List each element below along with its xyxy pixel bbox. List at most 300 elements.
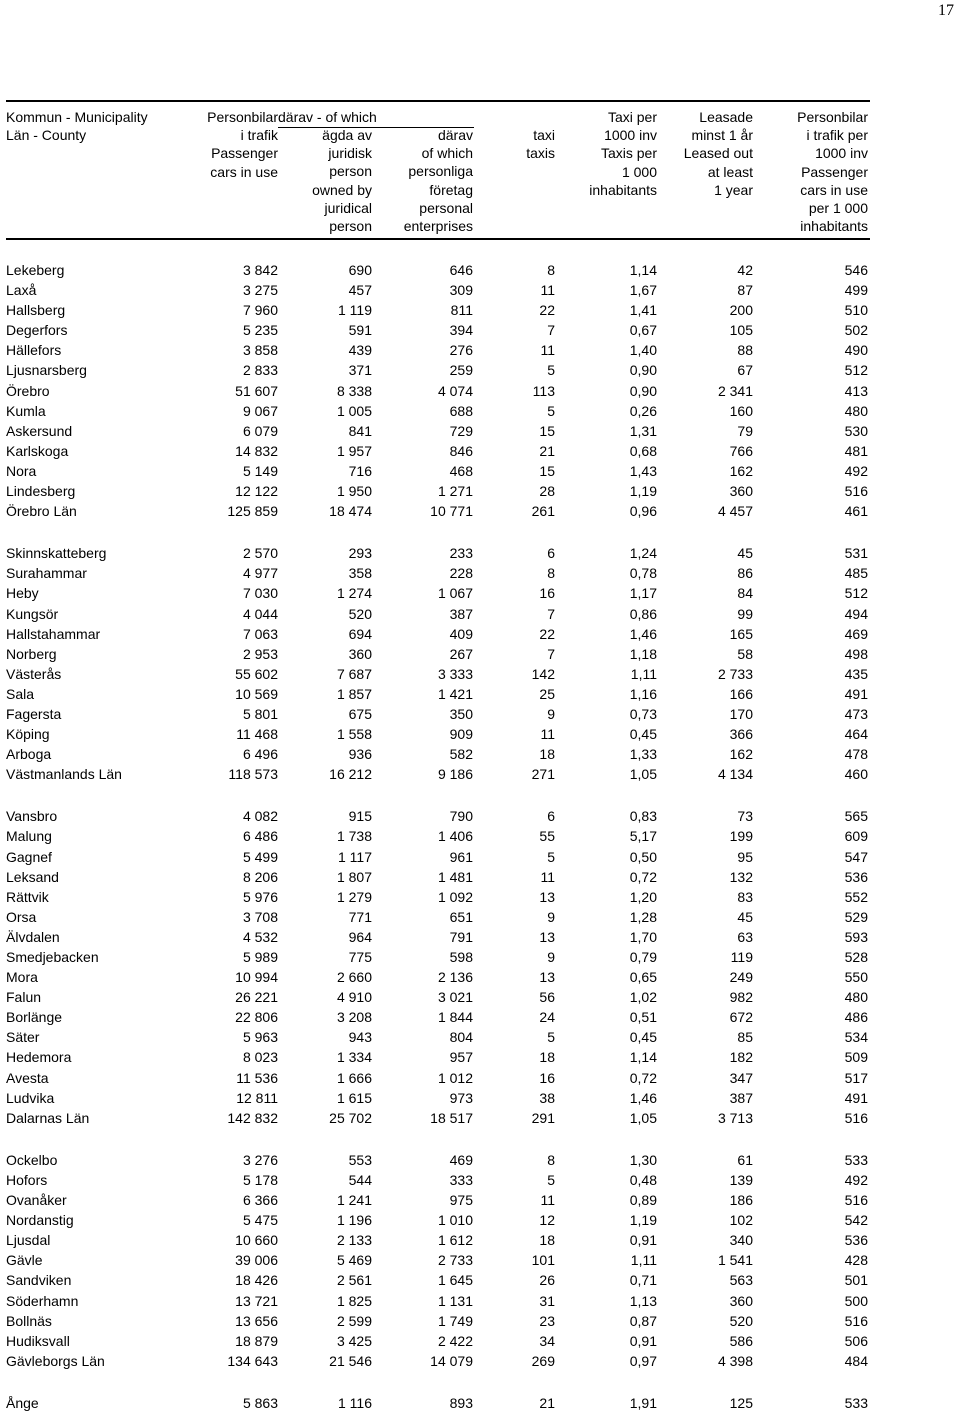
table-cell: 6 079: [242, 422, 278, 439]
table-cell: 358: [348, 565, 372, 582]
table-cell: 31: [539, 1292, 555, 1309]
municipality-name: Bollnäs: [6, 1312, 52, 1329]
municipality-name: Smedjebacken: [6, 949, 99, 965]
table-cell: 125 859: [227, 503, 278, 520]
table-cell: 0,45: [629, 726, 657, 743]
table-cell: 492: [844, 1171, 868, 1188]
table-cell: 516: [844, 1109, 868, 1126]
table-cell: 1 666: [336, 1069, 372, 1086]
table-cell: 87: [737, 282, 753, 299]
table-cell: 534: [844, 1029, 868, 1046]
header-col-2: [312, 126, 372, 235]
table-cell: 387: [729, 1089, 753, 1106]
municipality-name: Kungsör: [6, 605, 59, 622]
municipality-name: Söderhamn: [6, 1292, 79, 1309]
table-cell: 38: [539, 1089, 555, 1106]
municipality-name: Örebro Län: [6, 503, 77, 520]
table-cell: 125: [729, 1394, 753, 1411]
table-cell: 10 771: [430, 503, 473, 520]
table-cell: 586: [729, 1332, 753, 1349]
table-cell: 957: [449, 1049, 473, 1066]
table-cell: 544: [348, 1171, 372, 1188]
table-cell: 134 643: [227, 1352, 278, 1369]
table-cell: 360: [729, 1292, 753, 1309]
table-cell: 3 858: [242, 342, 278, 359]
table-cell: 28: [539, 483, 555, 500]
table-row: [6, 604, 870, 624]
table-row: [6, 967, 870, 987]
municipality-name: Heby: [6, 585, 39, 602]
table-cell: 162: [729, 462, 753, 479]
table-cell: 512: [844, 362, 868, 379]
header-line: Passenger: [211, 145, 278, 162]
table-cell: 646: [449, 262, 473, 278]
municipality-name: Älvdalen: [6, 928, 60, 945]
table-row: [6, 1108, 870, 1128]
table-cell: 598: [449, 949, 473, 965]
table-cell: 528: [844, 949, 868, 965]
table-cell: 309: [449, 282, 473, 299]
municipality-name: Hällefors: [6, 342, 62, 359]
table-cell: 14 832: [235, 442, 278, 459]
table-cell: 5 469: [336, 1252, 372, 1269]
header-line: Personbilar: [797, 109, 868, 125]
table-cell: 10 569: [235, 685, 278, 702]
table-cell: 502: [844, 322, 868, 339]
table-cell: 510: [844, 302, 868, 319]
table-cell: 3 276: [242, 1151, 278, 1168]
municipality-name: Ockelbo: [6, 1151, 58, 1168]
table-cell: 1,13: [629, 1292, 657, 1309]
header-col-4: [526, 126, 555, 162]
header-col-3: [404, 126, 473, 235]
header-line: 1000 inv: [604, 127, 657, 144]
table-cell: 533: [844, 1394, 868, 1411]
table-cell: 0,90: [629, 382, 657, 399]
table-cell: 18 474: [329, 503, 372, 520]
table-cell: 13: [539, 888, 555, 905]
table-cell: 0,78: [629, 565, 657, 582]
table-cell: 1,05: [629, 1109, 657, 1126]
table-cell: 1 241: [336, 1192, 372, 1209]
table-row: [6, 1393, 870, 1413]
table-cell: 766: [729, 442, 753, 459]
table-cell: 536: [844, 1232, 868, 1249]
table-cell: 1,19: [629, 483, 657, 500]
table-cell: 804: [449, 1029, 473, 1046]
table-row: [6, 927, 870, 947]
header-group-rule: [278, 127, 474, 128]
table-cell: 269: [531, 1352, 555, 1369]
table-cell: 1 807: [336, 868, 372, 885]
table-cell: 132: [729, 868, 753, 885]
table-row: [6, 260, 870, 280]
header-line: Leased out: [683, 145, 753, 162]
table-cell: 0,50: [629, 848, 657, 865]
table-cell: 51 607: [235, 382, 278, 399]
table-row: [6, 907, 870, 927]
table-cell: 536: [844, 868, 868, 885]
municipality-name: Lekeberg: [6, 262, 65, 278]
municipality-name: Borlänge: [6, 1009, 63, 1026]
table-cell: 249: [729, 969, 753, 986]
table-cell: 530: [844, 422, 868, 439]
header-col-0: [6, 108, 148, 144]
table-cell: 10 994: [235, 969, 278, 986]
table-cell: 1 117: [338, 848, 372, 865]
table-cell: 0,96: [629, 503, 657, 520]
table-cell: 1 645: [437, 1272, 473, 1289]
table-cell: 1 558: [336, 726, 372, 743]
table-cell: 3 333: [437, 665, 473, 682]
table-cell: 63: [737, 928, 753, 945]
table-cell: 7 030: [242, 585, 278, 602]
header-line: 1 000: [621, 163, 657, 180]
table-cell: 1 067: [437, 585, 473, 602]
table-cell: 233: [449, 545, 473, 562]
table-cell: 498: [844, 645, 868, 662]
table-cell: 18: [539, 746, 555, 763]
table-cell: 7 687: [336, 665, 372, 682]
header-line: inhabitants: [800, 218, 868, 235]
table-cell: 11: [540, 1192, 555, 1209]
table-cell: 1 421: [437, 685, 473, 702]
header-col-1: [207, 108, 278, 181]
table-cell: 439: [348, 342, 372, 359]
table-row: [6, 826, 870, 846]
table-cell: 5 801: [242, 705, 278, 722]
table-cell: 0,67: [629, 322, 657, 339]
table-cell: 18 879: [235, 1332, 278, 1349]
municipality-name: Avesta: [6, 1069, 49, 1086]
county-group: [6, 1130, 870, 1373]
table-cell: 271: [531, 766, 555, 783]
header-line: taxis: [526, 145, 555, 162]
municipality-name: Vansbro: [6, 808, 58, 825]
county-group: [6, 786, 870, 1130]
table-cell: 18: [539, 1049, 555, 1066]
table-cell: 509: [844, 1049, 868, 1066]
table-cell: 501: [844, 1272, 868, 1289]
municipality-name: Säter: [6, 1029, 40, 1046]
table-cell: 45: [737, 908, 753, 925]
table-cell: 1,91: [629, 1394, 657, 1411]
table-cell: 18 426: [235, 1272, 278, 1289]
table-cell: 360: [729, 483, 753, 500]
municipality-name: Leksand: [6, 868, 59, 885]
table-cell: 13 721: [235, 1292, 278, 1309]
header-line: Personbilar: [207, 109, 278, 125]
header-line: Taxis per: [600, 145, 657, 162]
table-row: [6, 583, 870, 603]
table-cell: 473: [844, 705, 868, 722]
header-line: därav: [437, 127, 473, 143]
table-cell: 333: [449, 1171, 473, 1188]
table-cell: 1,11: [630, 1252, 657, 1269]
municipality-name: Ljusdal: [6, 1232, 51, 1249]
table-cell: 811: [450, 302, 473, 319]
municipality-name: Gävle: [6, 1252, 43, 1269]
table-cell: 86: [737, 565, 753, 582]
table-cell: 490: [844, 342, 868, 359]
municipality-name: Köping: [6, 726, 50, 743]
table-cell: 771: [348, 908, 372, 925]
table-cell: 6 366: [242, 1192, 278, 1209]
table-cell: 8 023: [242, 1049, 278, 1066]
table-cell: 2 570: [242, 545, 278, 562]
table-cell: 943: [348, 1029, 372, 1046]
table-cell: 26 221: [235, 989, 278, 1006]
table-cell: 2 660: [336, 969, 372, 986]
table-row: [6, 1210, 870, 1230]
table-cell: 9: [547, 908, 555, 925]
table-cell: 101: [531, 1252, 555, 1269]
table-cell: 1 481: [437, 868, 473, 885]
table-cell: 18: [539, 1232, 555, 1249]
municipality-name: Laxå: [6, 282, 37, 299]
header-line: owned by: [312, 181, 372, 198]
header-line: ägda av: [322, 127, 372, 143]
table-cell: 517: [844, 1069, 868, 1086]
table-cell: 11: [540, 868, 555, 885]
table-cell: 1 010: [437, 1212, 473, 1229]
table-cell: 88: [737, 342, 753, 359]
table-row: [6, 867, 870, 887]
municipality-name: Dalarnas Län: [6, 1109, 90, 1126]
table-cell: 468: [449, 462, 473, 479]
table-cell: 1,14: [629, 262, 657, 278]
table-row: [6, 441, 870, 461]
table-cell: 409: [449, 625, 473, 642]
table-cell: 6: [547, 545, 555, 562]
table-row: [6, 1270, 870, 1290]
table-cell: 1 005: [336, 402, 372, 419]
table-cell: 0,89: [629, 1192, 657, 1209]
municipality-name: Hallsberg: [6, 302, 66, 319]
table-cell: 435: [844, 665, 868, 682]
municipality-name: Hallstahammar: [6, 625, 101, 642]
table-cell: 119: [730, 949, 753, 965]
table-cell: 0,83: [629, 808, 657, 825]
table-cell: 9 067: [242, 402, 278, 419]
table-cell: 1 012: [437, 1069, 473, 1086]
table-cell: 25 702: [329, 1109, 372, 1126]
table-cell: 1 738: [336, 828, 372, 845]
table-row: [6, 947, 870, 967]
table-row: [6, 1190, 870, 1210]
header-line: cars in use: [800, 181, 868, 198]
table-cell: 1,46: [629, 1089, 657, 1106]
header-line: juridical: [324, 199, 372, 216]
table-cell: 21 546: [329, 1352, 372, 1369]
table-cell: 5 863: [242, 1394, 278, 1411]
table-cell: 609: [844, 828, 868, 845]
table-cell: 512: [844, 585, 868, 602]
table-cell: 1 196: [336, 1212, 372, 1229]
table-cell: 3 275: [242, 282, 278, 299]
table-cell: 95: [737, 848, 753, 865]
table-row: [6, 1088, 870, 1108]
table-cell: 516: [844, 1312, 868, 1329]
table-cell: 1,46: [629, 625, 657, 642]
header-line: person: [329, 218, 372, 235]
table-cell: 340: [729, 1232, 753, 1249]
table-cell: 67: [737, 362, 753, 379]
table-row: [6, 501, 870, 521]
table-cell: 267: [449, 645, 473, 662]
municipality-name: Lindesberg: [6, 483, 76, 500]
header-line: at least: [707, 163, 753, 180]
table-row: [6, 1007, 870, 1027]
county-group: [6, 523, 870, 786]
table-cell: 102: [729, 1212, 753, 1229]
table-cell: 0,71: [629, 1272, 657, 1289]
table-cell: 4 977: [242, 565, 278, 582]
table-cell: 39 006: [235, 1252, 278, 1269]
table-cell: 478: [844, 746, 868, 763]
municipality-name: Västmanlands Län: [6, 766, 122, 783]
table-cell: 366: [729, 726, 753, 743]
table-row: [6, 401, 870, 421]
table-cell: 21: [539, 1394, 555, 1411]
table-cell: 5: [547, 848, 555, 865]
table-cell: 1 279: [336, 888, 372, 905]
table-cell: 79: [737, 422, 753, 439]
table-cell: 4 457: [717, 503, 753, 520]
header-line: of which: [421, 145, 473, 162]
table-cell: 4 532: [242, 928, 278, 945]
table-cell: 775: [348, 949, 372, 965]
table-cell: 73: [737, 808, 753, 825]
table-cell: 0,86: [629, 605, 657, 622]
table-cell: 8 206: [242, 868, 278, 885]
table-cell: 5 976: [242, 888, 278, 905]
table-cell: 13: [539, 969, 555, 986]
table-cell: 457: [348, 282, 372, 299]
municipality-name: Sandviken: [6, 1272, 72, 1289]
table-cell: 0,87: [629, 1312, 657, 1329]
table-cell: 480: [844, 989, 868, 1006]
table-row: [6, 300, 870, 320]
table-cell: 1 957: [336, 442, 372, 459]
table-cell: 15: [539, 422, 555, 439]
table-cell: 4 398: [717, 1352, 753, 1369]
table-row: [6, 1351, 870, 1371]
table-cell: 936: [348, 746, 372, 763]
table-row: [6, 1068, 870, 1088]
table-cell: 973: [449, 1089, 473, 1106]
table-cell: 716: [348, 462, 372, 479]
table-cell: 8 338: [336, 382, 372, 399]
table-row: [6, 724, 870, 744]
municipality-name: Degerfors: [6, 322, 68, 339]
header-line: Taxi per: [607, 109, 657, 125]
table-cell: 261: [531, 503, 555, 520]
header-line: i trafik per: [806, 127, 868, 144]
table-cell: 0,65: [629, 969, 657, 986]
municipality-name: Skinnskatteberg: [6, 545, 107, 562]
table-row: [6, 1311, 870, 1331]
table-cell: 23: [539, 1312, 555, 1329]
municipality-name: Arboga: [6, 746, 52, 763]
table-row: [6, 563, 870, 583]
table-cell: 1,67: [629, 282, 657, 299]
table-cell: 1,05: [629, 766, 657, 783]
table-cell: 13: [539, 928, 555, 945]
county-group: [6, 1373, 870, 1415]
table-row: [6, 481, 870, 501]
table-row: [6, 1170, 870, 1190]
table-cell: 0,79: [629, 949, 657, 965]
header-line: Län - County: [6, 127, 87, 144]
table-cell: 259: [449, 362, 473, 379]
header-line: per 1 000: [808, 200, 868, 217]
table-cell: 56: [539, 989, 555, 1006]
table-cell: 1,43: [629, 462, 657, 479]
table-cell: 1 749: [437, 1312, 473, 1329]
municipality-name: Ovanåker: [6, 1192, 67, 1209]
table-cell: 166: [729, 685, 753, 702]
table-row: [6, 1150, 870, 1170]
table-cell: 915: [348, 808, 372, 825]
municipality-name: Surahammar: [6, 565, 87, 582]
table-cell: 909: [449, 726, 473, 743]
header-line: inhabitants: [589, 181, 657, 198]
table-cell: 0,73: [629, 705, 657, 722]
table-cell: 58: [737, 645, 753, 662]
table-cell: 276: [449, 342, 473, 359]
table-cell: 387: [449, 605, 473, 622]
table-cell: 484: [844, 1352, 868, 1369]
table-cell: 2 422: [437, 1332, 473, 1349]
table-cell: 0,91: [629, 1232, 657, 1249]
table-cell: 8: [547, 262, 555, 278]
header-line: Passenger: [801, 163, 868, 180]
table-cell: 105: [729, 322, 753, 339]
table-cell: 0,90: [629, 362, 657, 379]
table-cell: 3 425: [336, 1332, 372, 1349]
table-cell: 481: [844, 442, 868, 459]
table-cell: 7 063: [242, 625, 278, 642]
table-cell: 347: [729, 1069, 753, 1086]
table-cell: 0,91: [629, 1332, 657, 1349]
table-cell: 0,51: [629, 1009, 657, 1026]
table-cell: 84: [737, 585, 753, 602]
table-row: [6, 764, 870, 784]
header-col-5: [589, 108, 657, 199]
table-cell: 1 541: [717, 1252, 753, 1269]
table-cell: 11: [540, 726, 555, 743]
table-cell: 5: [547, 1029, 555, 1046]
table-cell: 469: [449, 1151, 473, 1168]
table-cell: 162: [729, 746, 753, 763]
table-cell: 22 806: [235, 1009, 278, 1026]
municipality-name: Malung: [6, 828, 52, 845]
table-cell: 25: [539, 685, 555, 702]
table-cell: 1,33: [629, 746, 657, 763]
header-group-label: därav - of which: [278, 109, 377, 125]
table-cell: 428: [844, 1252, 868, 1269]
table-cell: 291: [531, 1109, 555, 1126]
table-cell: 22: [539, 625, 555, 642]
municipality-name: Hedemora: [6, 1049, 72, 1066]
table-row: [6, 704, 870, 724]
table-cell: 964: [348, 928, 372, 945]
municipality-name: Fagersta: [6, 705, 62, 722]
table-cell: 1 406: [437, 828, 473, 845]
municipality-name: Ljusnarsberg: [6, 362, 87, 379]
table-cell: 2 953: [242, 645, 278, 662]
